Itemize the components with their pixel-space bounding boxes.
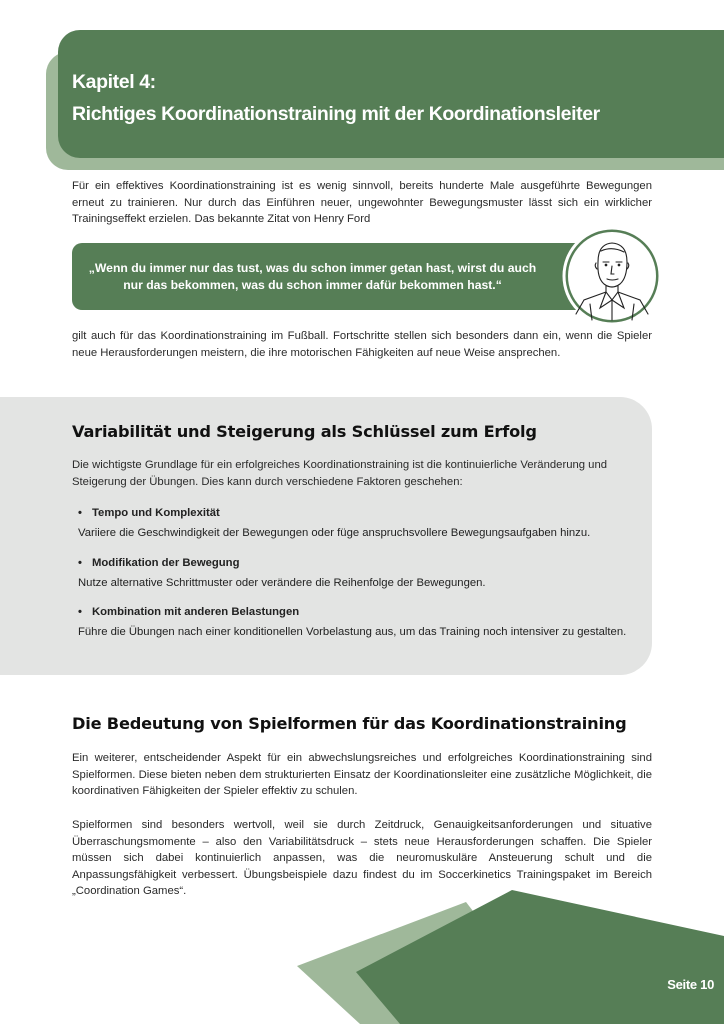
- bullet-item: [78, 555, 648, 592]
- variability-intro: Die wichtigste Grundlage für ein erfolgreiches Koordinationstraining ist die kontinuierliche Veränderung und Steigerung der Übungen. Dies kann durch verschiedene Faktoren geschehen:: [72, 459, 608, 488]
- bullet-text: Führe die Übungen nach einer konditionellen Vorbelastung aus, um das Training noch intensiver zu gestalten.: [78, 626, 627, 638]
- section-heading-variability: Variabilität und Steigerung als Schlüssel zum Erfolg: [72, 422, 537, 441]
- bullet-title: • Modifikation der Bewegung: [78, 555, 648, 572]
- spielformen-paragraph-1: Ein weiterer, entscheidender Aspekt für ein abwechslungsreiches und erfolgreiches Koordinationstraining sind Spielformen. Diese bieten neben dem strukturierten Einsatz der Koordinationsleiter eine zusätzliche Möglichkeit, die koordinativen Fähigkeiten der Spieler effektiv zu schulen.: [72, 752, 652, 797]
- chapter-title: [72, 66, 712, 130]
- bullet-title: • Tempo und Komplexität: [78, 505, 648, 522]
- chapter-number: Kapitel 4:: [72, 71, 156, 93]
- quote-text: „Wenn du immer nur das tust, was du schon immer getan hast, wirst du auch nur das bekommen, was du schon immer dafür bekommen hast.“: [88, 261, 537, 292]
- henry-ford-portrait-icon: [562, 226, 662, 326]
- bullet-item: [78, 505, 648, 542]
- spielformen-paragraph-2: Spielformen sind besonders wertvoll, weil sie durch Zeitdruck, Genauigkeitsanforderungen und situative Überraschungsmomente – also den Variabilitätsdruck – stets neue Herausforderungen schaffen. Die Spieler müssen sich dabei kontinuierlich anpassen, was die neuromuskuläre Ansteuerung schult und die Anpassungsfähigkeit verbessert. Übungsbeispiele dazu findest du im Soccerkinetics Trainingspaket im Bereich „Coordination Games“.: [72, 819, 652, 897]
- bullet-item: [78, 604, 648, 641]
- footer-decoration: [0, 880, 724, 1024]
- chapter-heading: Richtiges Koordinationstraining mit der Koordinationsleiter: [72, 103, 600, 125]
- intro-paragraph: Für ein effektives Koordinationstraining ist es wenig sinnvoll, bereits hunderte Male ausgeführte Bewegungen erneut zu trainieren. Nur durch das Einführen neuer, ungewohnter Bewegungsmuster lässt sich ein wirklicher Trainingseffekt erzielen. Das bekannte Zitat von Henry Ford: [72, 180, 652, 225]
- after-quote-paragraph: gilt auch für das Koordinationstraining im Fußball. Fortschritte stellen sich besonders dann ein, wenn die Spieler neue Herausforderungen meistern, die ihre motorischen Fähigkeiten auf neue Weise ansprechen.: [72, 330, 652, 359]
- bullet-title: • Kombination mit anderen Belastungen: [78, 604, 648, 621]
- bullet-text: Nutze alternative Schrittmuster oder verändere die Reihenfolge der Bewegungen.: [78, 577, 486, 589]
- bullet-text: Variiere die Geschwindigkeit der Bewegungen oder füge anspruchsvollere Bewegungsaufgaben hinzu.: [78, 527, 591, 539]
- page-number: Seite 10: [667, 977, 714, 992]
- section-heading-spielformen: Die Bedeutung von Spielformen für das Koordinationstraining: [72, 714, 627, 733]
